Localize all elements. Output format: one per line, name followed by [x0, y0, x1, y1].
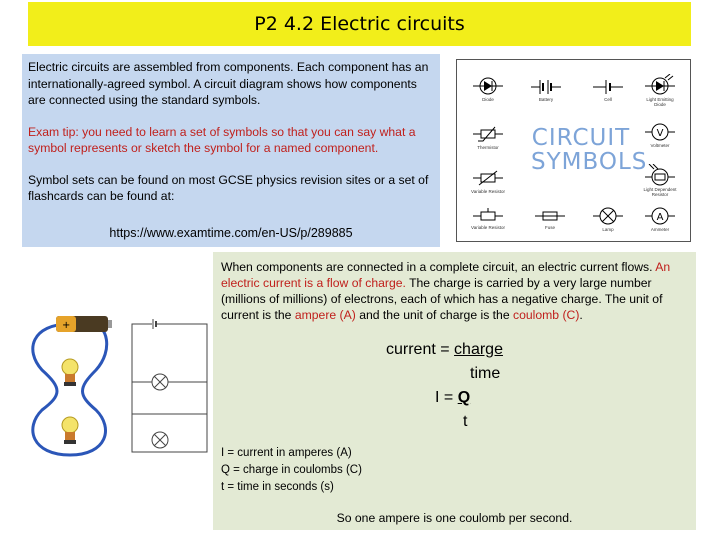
cell-symbol — [591, 78, 625, 102]
intro-paragraph: Electric circuits are assembled from components. Each component has an internationally-agreed symbol. A circuit diagram shows how components are connected using the standard symbols. — [28, 60, 429, 107]
symbol-equation — [435, 388, 470, 408]
lamp-label: Lamp — [602, 227, 614, 232]
variable-resistor-symbol — [471, 168, 505, 194]
variable-definitions — [221, 445, 362, 496]
heading-line-1: CIRCUIT — [531, 125, 631, 151]
intro-panel — [22, 54, 440, 247]
battery-label: Battery — [538, 97, 554, 102]
voltmeter-label: Voltmeter — [650, 143, 670, 148]
fuse-symbol — [533, 208, 567, 230]
led-label: Light Emitting Diode — [646, 97, 674, 107]
current-explanation-panel — [213, 252, 696, 530]
formula-time-word: time — [470, 365, 501, 382]
formula-charge-word: charge — [454, 341, 503, 358]
svg-text:V: V — [656, 128, 664, 139]
diode-symbol — [471, 76, 505, 102]
page-title: P2 4.2 Electric circuits — [254, 13, 465, 35]
circuit-symbols-heading — [531, 125, 648, 175]
word-equation — [386, 340, 503, 360]
diode-label: Diode — [482, 97, 494, 102]
current-text-3: and the unit of charge is the — [355, 308, 514, 322]
definition-q: Q = charge in coulombs (C) — [221, 464, 362, 476]
variable-resistor-2-symbol — [471, 208, 505, 230]
heading-line-2: SYMBOLS — [531, 149, 648, 175]
current-text-2: The charge is carried by a very large number (millions of millions) of electrons, each of which has a negative charge. The unit of current is the — [221, 276, 663, 322]
coulomb-unit: coulomb (C) — [513, 308, 580, 322]
circuit-diagram — [132, 319, 207, 452]
formula-t: t — [463, 413, 468, 430]
ammeter-symbol — [643, 206, 677, 232]
formula-q: Q — [457, 389, 471, 406]
current-paragraph — [221, 259, 688, 323]
battery-plus: + — [62, 320, 71, 331]
ampere-unit: ampere (A) — [294, 308, 356, 322]
fuse-label: Fuse — [544, 225, 555, 230]
definition-t: t = time in seconds (s) — [221, 481, 334, 493]
exam-tip: Exam tip: you need to learn a set of symbols so that you can say what a symbol represents or sketch the symbol for a named component. — [28, 124, 416, 155]
voltmeter-symbol — [643, 122, 677, 148]
variable-resistor-label: Variable Resistor — [471, 189, 505, 194]
definition-i: I = current in amperes (A) — [221, 447, 352, 459]
bulb-lower — [62, 417, 78, 444]
thermistor-symbol — [471, 124, 505, 150]
formula-equals: = — [440, 341, 450, 358]
ldr-label: Light Dependent Resistor — [643, 187, 677, 197]
circuit-illustration — [22, 310, 210, 460]
symbol-sets-paragraph: Symbol sets can be found on most GCSE physics revision sites or a set of flashcards can be found at: — [28, 172, 429, 203]
flashcards-link[interactable]: https://www.examtime.com/en-US/p/289885 — [109, 226, 353, 240]
ampere-summary: So one ampere is one coulomb per second. — [336, 511, 573, 525]
formula-i: I = — [435, 389, 454, 406]
circuit-symbols-image — [456, 59, 691, 242]
current-definition: An electric current is a flow of charge. — [221, 260, 671, 290]
title-banner — [28, 2, 691, 46]
bulb-upper — [62, 359, 78, 386]
formula-current-word: current — [386, 341, 436, 358]
svg-text:A: A — [656, 212, 664, 223]
lamp-symbol — [591, 206, 625, 232]
current-text-end: . — [579, 308, 583, 322]
ldr-symbol — [643, 164, 677, 197]
variable-resistor-2-label: Variable Resistor — [471, 225, 505, 230]
cell-label: Cell — [604, 97, 612, 102]
current-text-1: When components are connected in a complete circuit, an electric current flows. — [221, 260, 656, 274]
led-symbol — [643, 74, 677, 107]
battery-symbol — [529, 78, 563, 102]
ammeter-label: Ammeter — [650, 227, 670, 232]
thermistor-label: Thermistor — [477, 145, 499, 150]
battery-illustration — [56, 316, 112, 332]
